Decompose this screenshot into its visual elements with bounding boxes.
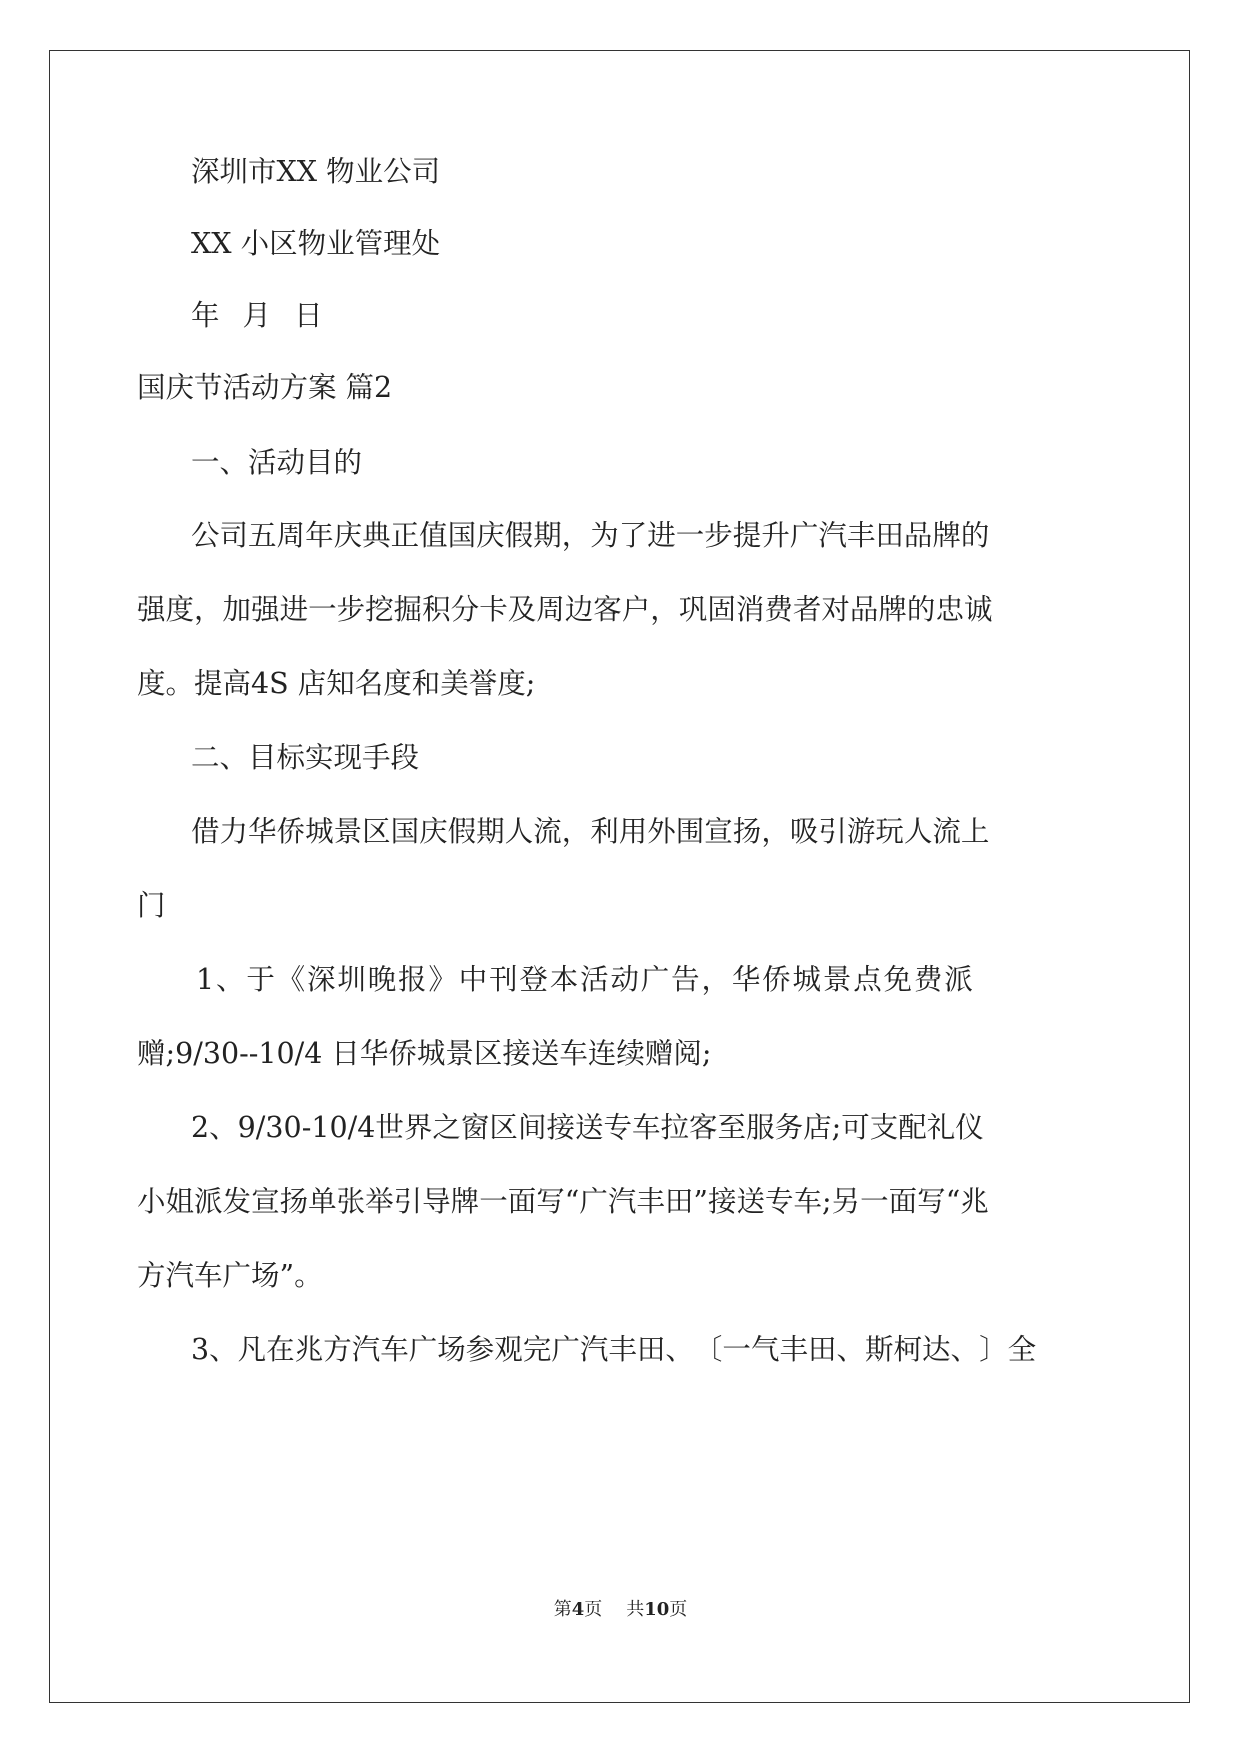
paragraph-line: 门 [137,889,166,922]
footer-page-prefix: 第 [553,1599,572,1620]
paragraph-line: 2 、 9 / 3 0 - 1 0 / 4 世 界 之 窗 区 间 接 送 专 车 拉 客 至 服 务 店 ; 可 支 配 礼 仪 [191,1111,984,1144]
footer-page-total: 10 [644,1599,670,1620]
footer-total-suffix: 页 [669,1599,688,1620]
page-footer [0,1598,1241,1622]
section-title: 国庆节活动方案 篇2 [137,371,393,404]
paragraph-line: 借 力 华 侨 城 景 区 国 庆 假 期 人 流 ， 利 用 外 围 宣 扬 ， 吸 引 游 玩 人 流 上 [191,815,990,848]
paragraph-line: 公 司 五 周 年 庆 典 正 值 国 庆 假 期 ， 为 了 进 一 步 提 升 广 汽 丰 田 品 牌 的 [191,519,990,552]
paragraph-line: 1 、 于 《 深 圳 晚 报 》 中 刊 登 本 活 动 广 告 ， 华 侨 城 景 点 免 费 派 [196,963,973,996]
footer-page-current: 4 [571,1599,585,1620]
paragraph-line: 3 、 凡 在 兆 方 汽 车 广 场 参 观 完 广 汽 丰 田 、 〔 一 气 丰 田 、 斯 柯 达 、 〕 全 [191,1333,1037,1366]
paragraph-line: 方汽车广场”。 [137,1259,323,1292]
heading-means: 二、目标实现手段 [191,741,420,774]
paragraph-line: 度。提高4S 店知名度和美誉度; [137,667,536,700]
date-line: 年 月 日 [191,299,323,332]
footer-page-mid: 页 [584,1599,603,1620]
sender-company: 深圳市XX 物业公司 [191,155,441,188]
paragraph-line: 赠;9/30--10/4 日华侨城景区接送车连续赠阅; [137,1037,712,1070]
paragraph-line: 小 姐 派 发 宣 扬 单 张 举 引 导 牌 一 面 写 “ 广 汽 丰 田 ” 接 送 专 车 ; 另 一 面 写 “ 兆 [137,1185,989,1218]
sender-office: XX 小区物业管理处 [191,227,441,260]
footer-total-prefix: 共 [626,1599,645,1620]
paragraph-line: 强 度 ， 加 强 进 一 步 挖 掘 积 分 卡 及 周 边 客 户 ， 巩 固 消 费 者 对 品 牌 的 忠 诚 [137,593,993,626]
heading-purpose: 一、活动目的 [191,446,363,479]
